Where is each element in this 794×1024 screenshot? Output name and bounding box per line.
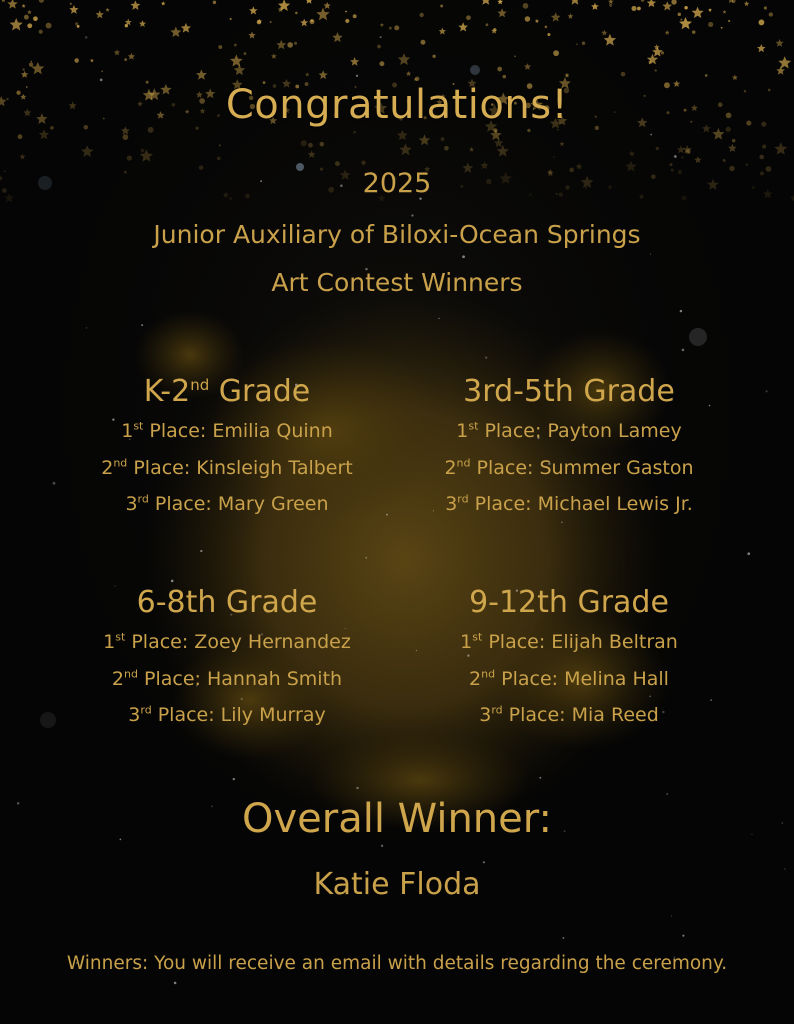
place-3: 3rd Place: Michael Lewis Jr. [445, 492, 693, 515]
group-heading: K-2nd Grade [143, 374, 311, 409]
group-heading: 9-12th Grade [469, 585, 669, 620]
group-9-12 [389, 585, 749, 734]
group-heading: 6-8th Grade [136, 585, 318, 620]
place-1: 1st Place: Payton Lamey [456, 419, 682, 442]
place-1: 1st Place: Elijah Beltran [460, 630, 678, 653]
place-1: 1st Place: Emilia Quinn [121, 419, 333, 442]
organization-name: Junior Auxiliary of Biloxi-Ocean Springs [153, 220, 641, 249]
place-3: 3rd Place: Mary Green [125, 492, 329, 515]
year: 2025 [362, 168, 432, 199]
group-6-8 [47, 585, 407, 734]
footer-note: Winners: You will receive an email with details regarding the ceremony. [66, 953, 728, 974]
place-1: 1st Place: Zoey Hernandez [103, 630, 351, 653]
place-2: 2nd Place: Hannah Smith [111, 667, 343, 690]
group-3-5 [389, 374, 749, 523]
place-3: 3rd Place: Mia Reed [479, 703, 659, 726]
overall-winner-heading: Overall Winner: [242, 796, 552, 842]
group-k-2 [47, 374, 407, 523]
page-title: Congratulations! [225, 82, 569, 128]
subtitle: Art Contest Winners [271, 268, 523, 297]
overall-winner-name: Katie Floda [313, 867, 481, 902]
place-2: 2nd Place: Kinsleigh Talbert [101, 456, 353, 479]
place-2: 2nd Place: Summer Gaston [444, 456, 694, 479]
place-3: 3rd Place: Lily Murray [128, 703, 326, 726]
place-2: 2nd Place: Melina Hall [469, 667, 669, 690]
group-heading: 3rd-5th Grade [463, 374, 675, 409]
